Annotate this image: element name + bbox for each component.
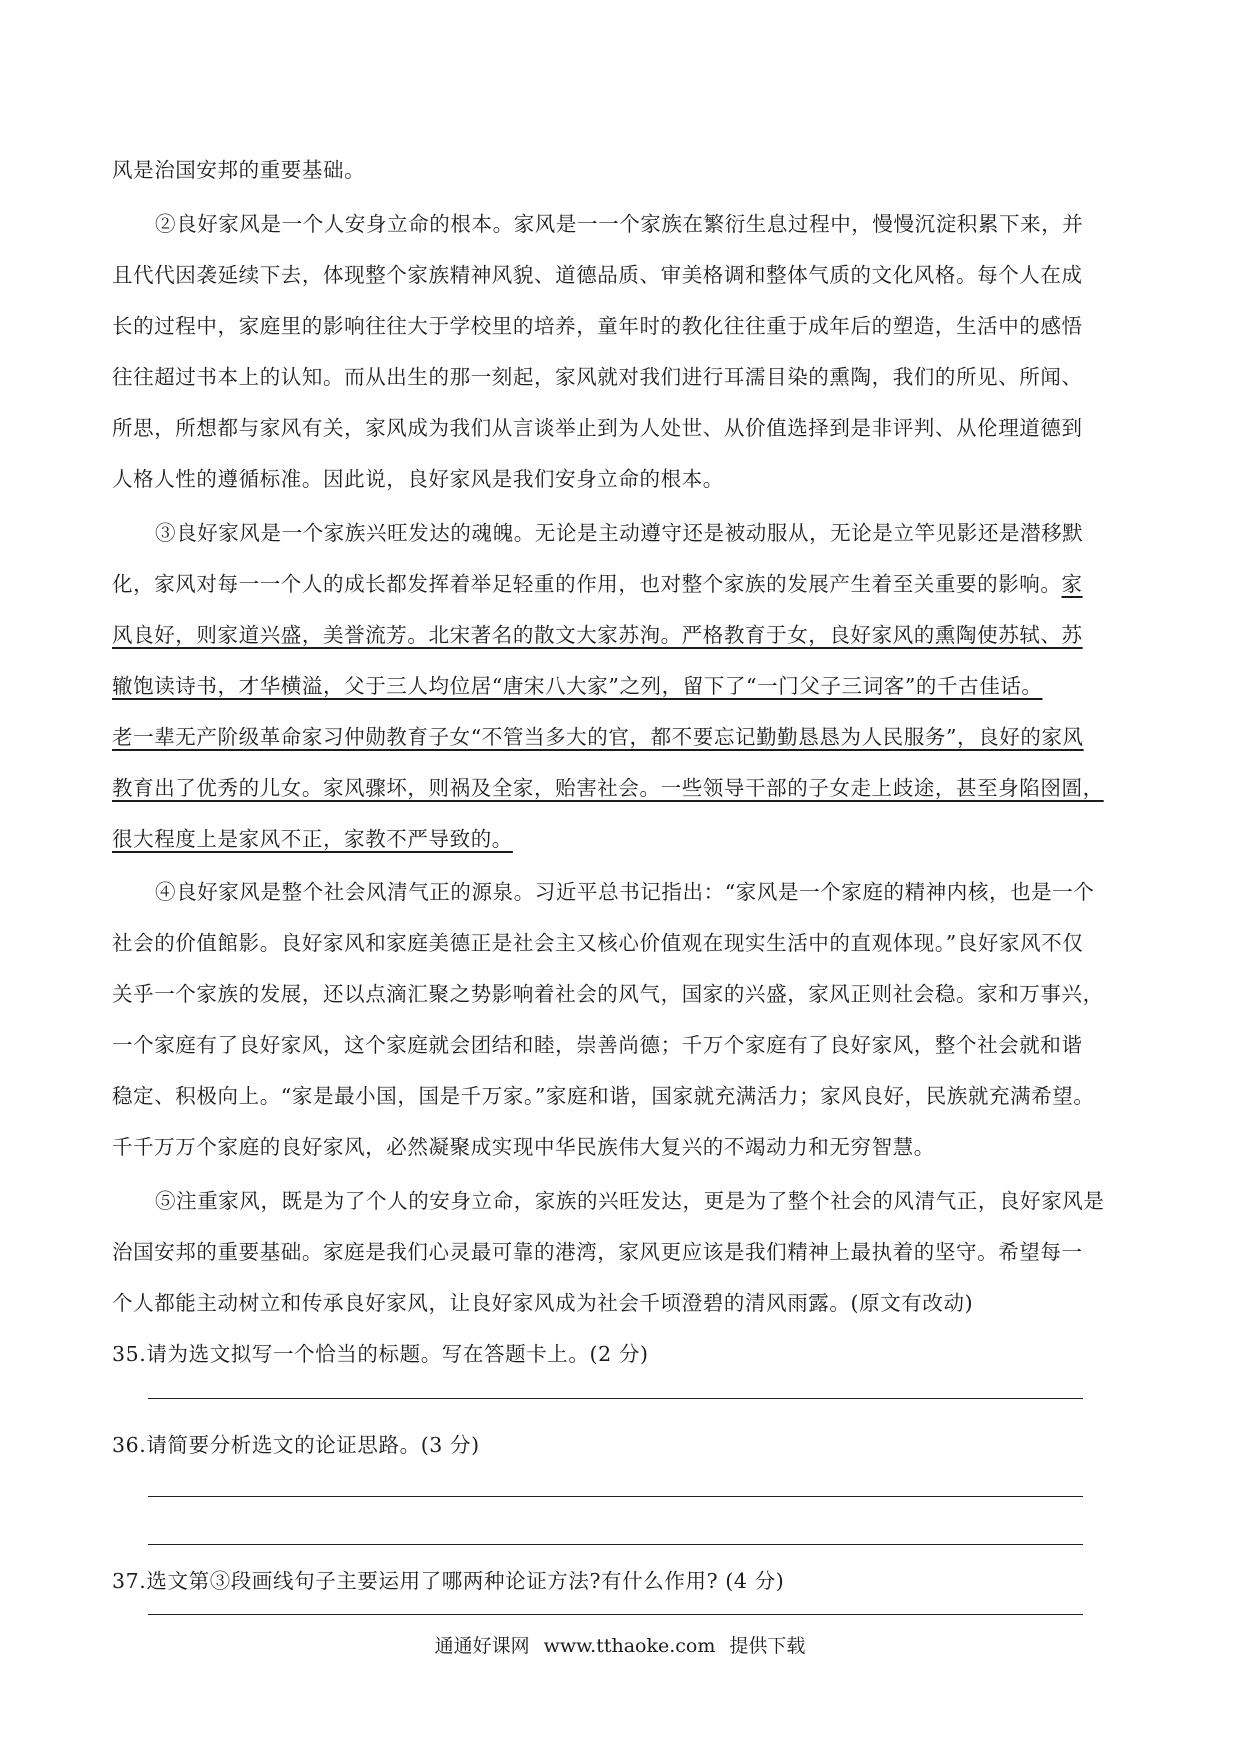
footer-url[interactable]: www.tthaoke.com <box>543 1635 716 1657</box>
para2-line-4: 往往超过书本上的认知。而从出生的那一刻起，家风就对我们进行耳濡目染的熏陶，我们的所见、所闻、 <box>112 365 1083 389</box>
para5-line-1: ⑤注重家风，既是为了个人的安身立命，家族的兴旺发达，更是为了整个社会的风清气正，良好家风是 <box>155 1189 1105 1213</box>
answer-line-37[interactable] <box>148 1614 1083 1615</box>
para3-underlined-line-2: 辙饱读诗书，才华横溢，父于三人均位居“唐宋八大家”之列，留下了“一门父子三词客”的千古佳话。 <box>112 674 1043 698</box>
para2-line-3: 长的过程中，家庭里的影响往往大于学校里的培养，童年时的教化往往重于成年后的塑造，生活中的感悟 <box>112 314 1083 338</box>
para3-line-2-plain: 化，家风对每一一个人的成长都发挥着举足轻重的作用，也对整个家族的发展产生着至关重要的影响。 <box>112 572 1062 596</box>
answer-line-35[interactable] <box>148 1398 1083 1399</box>
para4-line-6: 千千万万个家庭的良好家风，必然凝聚成实现中华民族伟大复兴的不竭动力和无穷智慧。 <box>112 1135 935 1159</box>
para3-line-1: ③良好家风是一个家族兴旺发达的魂魄。无论是主动遵守还是被动服从，无论是立竿见影还是潜移默 <box>155 521 1084 545</box>
para2-line-2: 且代代因袭延续下去，体现整个家族精神风貌、道德品质、审美格调和整体气质的文化风格。每个人在成 <box>112 263 1083 287</box>
para3-underlined-line-3: 老一辈无产阶级革命家习仲勋教育子女“不管当多大的官，都不要忘记勤勤恳恳为人民服务”，良好的家风 <box>112 725 1084 749</box>
para3-underlined-line-4: 教育出了优秀的儿女。家风骤坏，则祸及全家，贻害社会。一些领导干部的子女走上歧途，甚至身陷囹圄， <box>112 776 1104 800</box>
para3-line-2 <box>112 569 1083 599</box>
para2-line-6: 人格人性的遵循标准。因此说，良好家风是我们安身立命的根本。 <box>112 467 724 491</box>
para4-line-5: 稳定、积极向上。“家是最小国，国是千万家。”家庭和谐，国家就充满活力；家风良好，民族就充满希望。 <box>112 1084 1095 1108</box>
question-37: 37.选文第③段画线句子主要运用了哪两种论证方法?有什么作用? (4 分) <box>112 1569 785 1593</box>
para5-line-2: 治国安邦的重要基础。家庭是我们心灵最可靠的港湾，家风更应该是我们精神上最执着的坚守。希望每一 <box>112 1240 1083 1264</box>
footer-suffix: 提供下载 <box>729 1635 806 1657</box>
question-36: 36.请简要分析选文的论证思路。(3 分) <box>112 1433 480 1457</box>
para3-underlined-line-1: 风良好，则家道兴盛，美誉流芳。北宋著名的散文大家苏洵。严格教育于女，良好家风的熏陶使苏轼、苏 <box>112 623 1083 647</box>
answer-line-36-a[interactable] <box>148 1496 1083 1497</box>
para3-underlined-start: 家 <box>1061 572 1083 596</box>
para2-line-1: ②良好家风是一个人安身立命的根本。家风是一一个家族在繁衍生息过程中，慢慢沉淀积累下来，并 <box>155 212 1084 236</box>
para4-line-2: 社会的价值館影。良好家风和家庭美德正是社会主又核心价值观在现实生活中的直观体现。”良好家风不仅 <box>112 931 1084 955</box>
para3-underlined-line-5: 很大程度上是家风不正，家教不严导致的。 <box>112 827 513 851</box>
page-footer <box>0 1631 1240 1661</box>
para2-line-5: 所思，所想都与家风有关，家风成为我们从言谈举止到为人处世、从价值选择到是非评判、从伦理道德到 <box>112 416 1083 440</box>
footer-site-name: 通通好课网 <box>434 1635 530 1657</box>
para4-line-3: 关乎一个家族的发展，还以点滴汇聚之势影响着社会的风气，国家的兴盛，家风正则社会稳。家和万事兴， <box>112 982 1104 1006</box>
question-35: 35.请为选文拟写一个恰当的标题。写在答题卡上。(2 分) <box>112 1342 649 1366</box>
para4-line-4: 一个家庭有了良好家风，这个家庭就会团结和睦，崇善尚德；千万个家庭有了良好家风，整个社会就和谐 <box>112 1033 1083 1057</box>
para5-line-3: 个人都能主动树立和传承良好家风，让良好家风成为社会千顷澄碧的清风雨露。(原文有改动) <box>112 1291 974 1315</box>
para4-line-1: ④良好家风是整个社会风清气正的源泉。习近平总书记指出：“家风是一个家庭的精神内核，也是一个 <box>155 880 1095 904</box>
passage-opening-line: 风是治国安邦的重要基础。 <box>112 158 366 182</box>
answer-line-36-b[interactable] <box>148 1544 1083 1545</box>
